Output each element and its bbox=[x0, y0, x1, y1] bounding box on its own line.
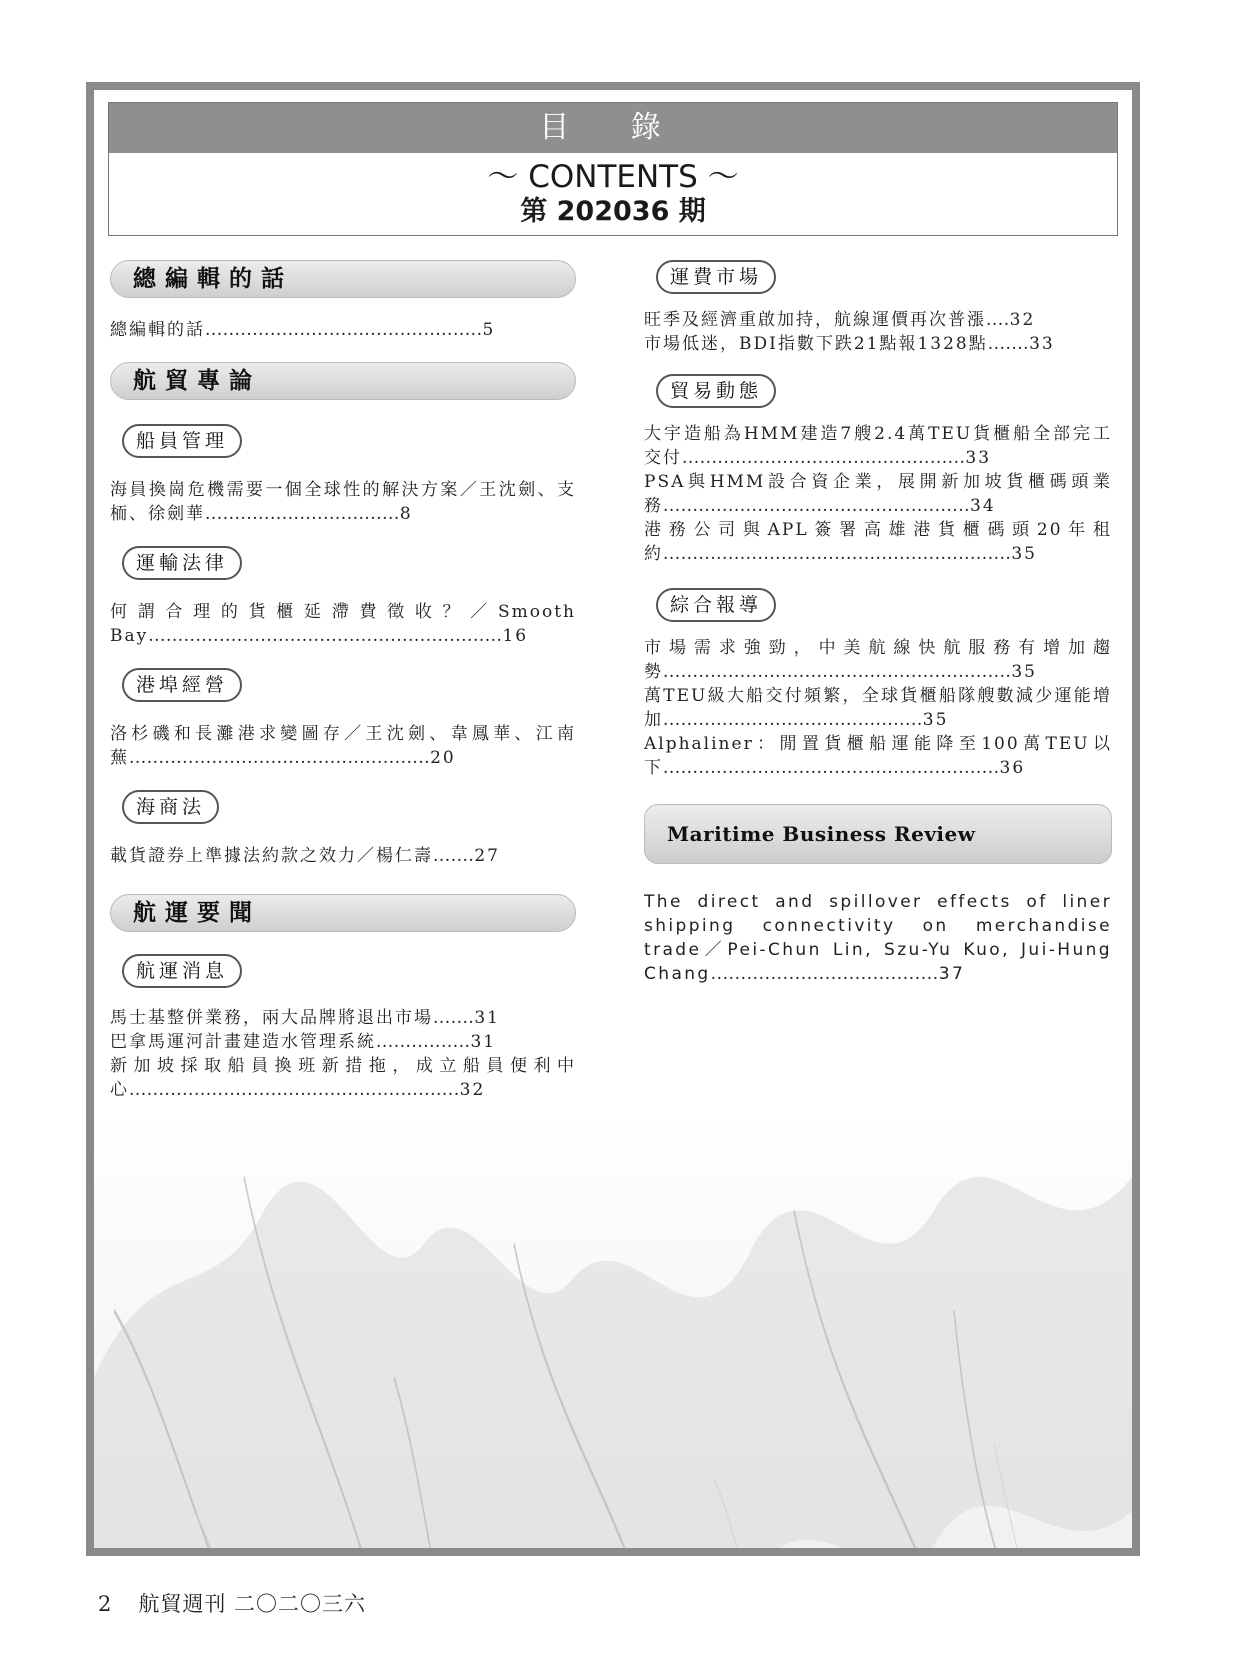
entry-page: 37 bbox=[938, 964, 966, 984]
entry-page: 35 bbox=[1011, 662, 1037, 682]
entry-title: 馬士基整併業務，兩大品牌將退出市場 bbox=[110, 1008, 433, 1028]
entry-title: 新加坡採取船員換班新措拖，成立船員便利中心 bbox=[110, 1056, 576, 1100]
entry-page: 35 bbox=[922, 710, 949, 730]
entry-title: 旺季及經濟重啟加持，航線運價再次普漲 bbox=[644, 310, 986, 330]
marble-background bbox=[94, 1110, 1132, 1556]
entry-page: 32 bbox=[459, 1080, 486, 1100]
entry-leader: ............................................... bbox=[205, 320, 483, 340]
entry-title: 載貨證券上準據法約款之效力／楊仁壽 bbox=[110, 846, 433, 866]
entry-page: 36 bbox=[999, 758, 1026, 778]
entry-leader: ....... bbox=[433, 846, 475, 866]
entry-page: 16 bbox=[502, 626, 529, 646]
entry-leader: ................................................ bbox=[682, 448, 966, 468]
toc-entry[interactable] bbox=[644, 636, 1112, 684]
toc-entry[interactable] bbox=[644, 422, 1112, 470]
entry-leader: ...................................... bbox=[710, 964, 939, 984]
entry-page: 5 bbox=[482, 320, 496, 340]
entry-title: 何謂合理的貨櫃延滯費徵收？／Smooth Bay bbox=[110, 602, 576, 646]
left-column bbox=[110, 260, 576, 1102]
entry-leader: ....... bbox=[987, 334, 1030, 354]
entry-page: 31 bbox=[470, 1032, 497, 1052]
header-title: 目 錄 bbox=[109, 103, 1117, 153]
entry-title: 市場需求強勁，中美航線快航服務有增加趨勢 bbox=[644, 638, 1112, 682]
entry-title: 巴拿馬運河計畫建造水管理系統 bbox=[110, 1032, 376, 1052]
entry-page: 31 bbox=[474, 1008, 500, 1028]
entry-title: 總編輯的話 bbox=[110, 320, 205, 340]
toc-entry[interactable] bbox=[644, 732, 1112, 780]
entry-leader: ................................. bbox=[205, 504, 400, 524]
toc-entry[interactable] bbox=[110, 1030, 576, 1054]
entry-page: 34 bbox=[970, 496, 996, 516]
entry-leader: ......................................................... bbox=[663, 758, 1000, 778]
entry-leader: .................................................... bbox=[663, 496, 970, 516]
right-column bbox=[644, 260, 1112, 986]
entry-leader: ............................................................ bbox=[148, 626, 503, 646]
toc-entry[interactable] bbox=[110, 722, 576, 770]
entry-title: 萬TEU級大船交付頻繁，全球貨櫃船隊艘數減少運能增加 bbox=[644, 686, 1112, 730]
publication-name: 航貿週刊 二〇二〇三六 bbox=[138, 1592, 367, 1616]
toc-entry[interactable] bbox=[110, 600, 576, 648]
entry-title: 洛杉磯和長灘港求變圖存／王沈劍、韋鳳華、江南蕪 bbox=[110, 724, 576, 768]
toc-entry[interactable] bbox=[644, 684, 1112, 732]
entry-page: 27 bbox=[474, 846, 500, 866]
subsection-law[interactable]: 運輸法律 bbox=[122, 546, 242, 580]
subsection-crew[interactable]: 船員管理 bbox=[122, 424, 242, 458]
subsection-shipping-news[interactable]: 航運消息 bbox=[122, 954, 242, 988]
page-frame bbox=[86, 82, 1140, 1556]
entry-title: The direct and spillover effects of liner shipping connectivity on merchandise trade／Pei-Chun Lin, Szu-Yu Kuo, Jui-Hung Chang bbox=[644, 892, 1112, 984]
entry-page: 33 bbox=[965, 448, 992, 468]
toc-entry[interactable] bbox=[110, 844, 576, 868]
toc-entry[interactable] bbox=[110, 1054, 576, 1102]
entry-title: Alphaliner：閒置貨櫃船運能降至100萬TEU以下 bbox=[644, 734, 1112, 778]
toc-entry[interactable] bbox=[644, 890, 1112, 986]
entry-leader: ....... bbox=[433, 1008, 475, 1028]
entry-title: 海員換崗危機需要一個全球性的解決方案／王沈劍、支栭、徐劍華 bbox=[110, 480, 576, 524]
entry-leader: ............................................ bbox=[663, 710, 923, 730]
entry-title: 港務公司與APL簽署高雄港貨櫃碼頭20年租約 bbox=[644, 520, 1112, 564]
subsection-freight[interactable]: 運費市場 bbox=[656, 260, 776, 294]
toc-entry[interactable] bbox=[110, 478, 576, 526]
toc-entry[interactable] bbox=[644, 332, 1112, 356]
entry-leader: ........................................................... bbox=[663, 662, 1012, 682]
entry-leader: ........................................................... bbox=[663, 544, 1012, 564]
subsection-port[interactable]: 港埠經營 bbox=[122, 668, 242, 702]
section-maritime-business-review[interactable]: Maritime Business Review bbox=[644, 804, 1112, 864]
entry-leader: ................ bbox=[376, 1032, 471, 1052]
toc-entry[interactable] bbox=[644, 518, 1112, 566]
page-number: 2 bbox=[98, 1592, 113, 1616]
section-commentary[interactable]: 航貿專論 bbox=[110, 362, 576, 400]
toc-entry[interactable] bbox=[644, 470, 1112, 518]
contents-header bbox=[108, 102, 1118, 236]
entry-title: 市場低迷，BDI指數下跌21點報1328點 bbox=[644, 334, 988, 354]
entry-page: 35 bbox=[1011, 544, 1037, 564]
section-editor[interactable]: 總編輯的話 bbox=[110, 260, 576, 298]
toc-entry[interactable] bbox=[110, 1006, 576, 1030]
issue-number: 第 202036 期 bbox=[520, 196, 706, 227]
entry-title: PSA與HMM設合資企業，展開新加坡貨櫃碼頭業務 bbox=[644, 472, 1112, 516]
section-news[interactable]: 航運要聞 bbox=[110, 894, 576, 932]
entry-leader: ................................................... bbox=[129, 748, 431, 768]
entry-leader: .... bbox=[986, 310, 1010, 330]
entry-page: 8 bbox=[399, 504, 413, 524]
entry-page: 32 bbox=[1009, 310, 1036, 330]
contents-label: ～ CONTENTS ～ bbox=[487, 159, 739, 195]
entry-leader: ........................................................ bbox=[129, 1080, 460, 1100]
entry-page: 20 bbox=[430, 748, 456, 768]
subsection-trade[interactable]: 貿易動態 bbox=[656, 374, 776, 408]
subsection-maritime-law[interactable]: 海商法 bbox=[122, 790, 219, 824]
page-footer bbox=[98, 1588, 366, 1618]
entry-page: 33 bbox=[1029, 334, 1055, 354]
entry-title: 大宇造船為HMM建造7艘2.4萬TEU貨櫃船全部完工交付 bbox=[644, 424, 1112, 468]
toc-entry[interactable] bbox=[644, 308, 1112, 332]
toc-entry[interactable] bbox=[110, 318, 576, 342]
subsection-general[interactable]: 綜合報導 bbox=[656, 588, 776, 622]
